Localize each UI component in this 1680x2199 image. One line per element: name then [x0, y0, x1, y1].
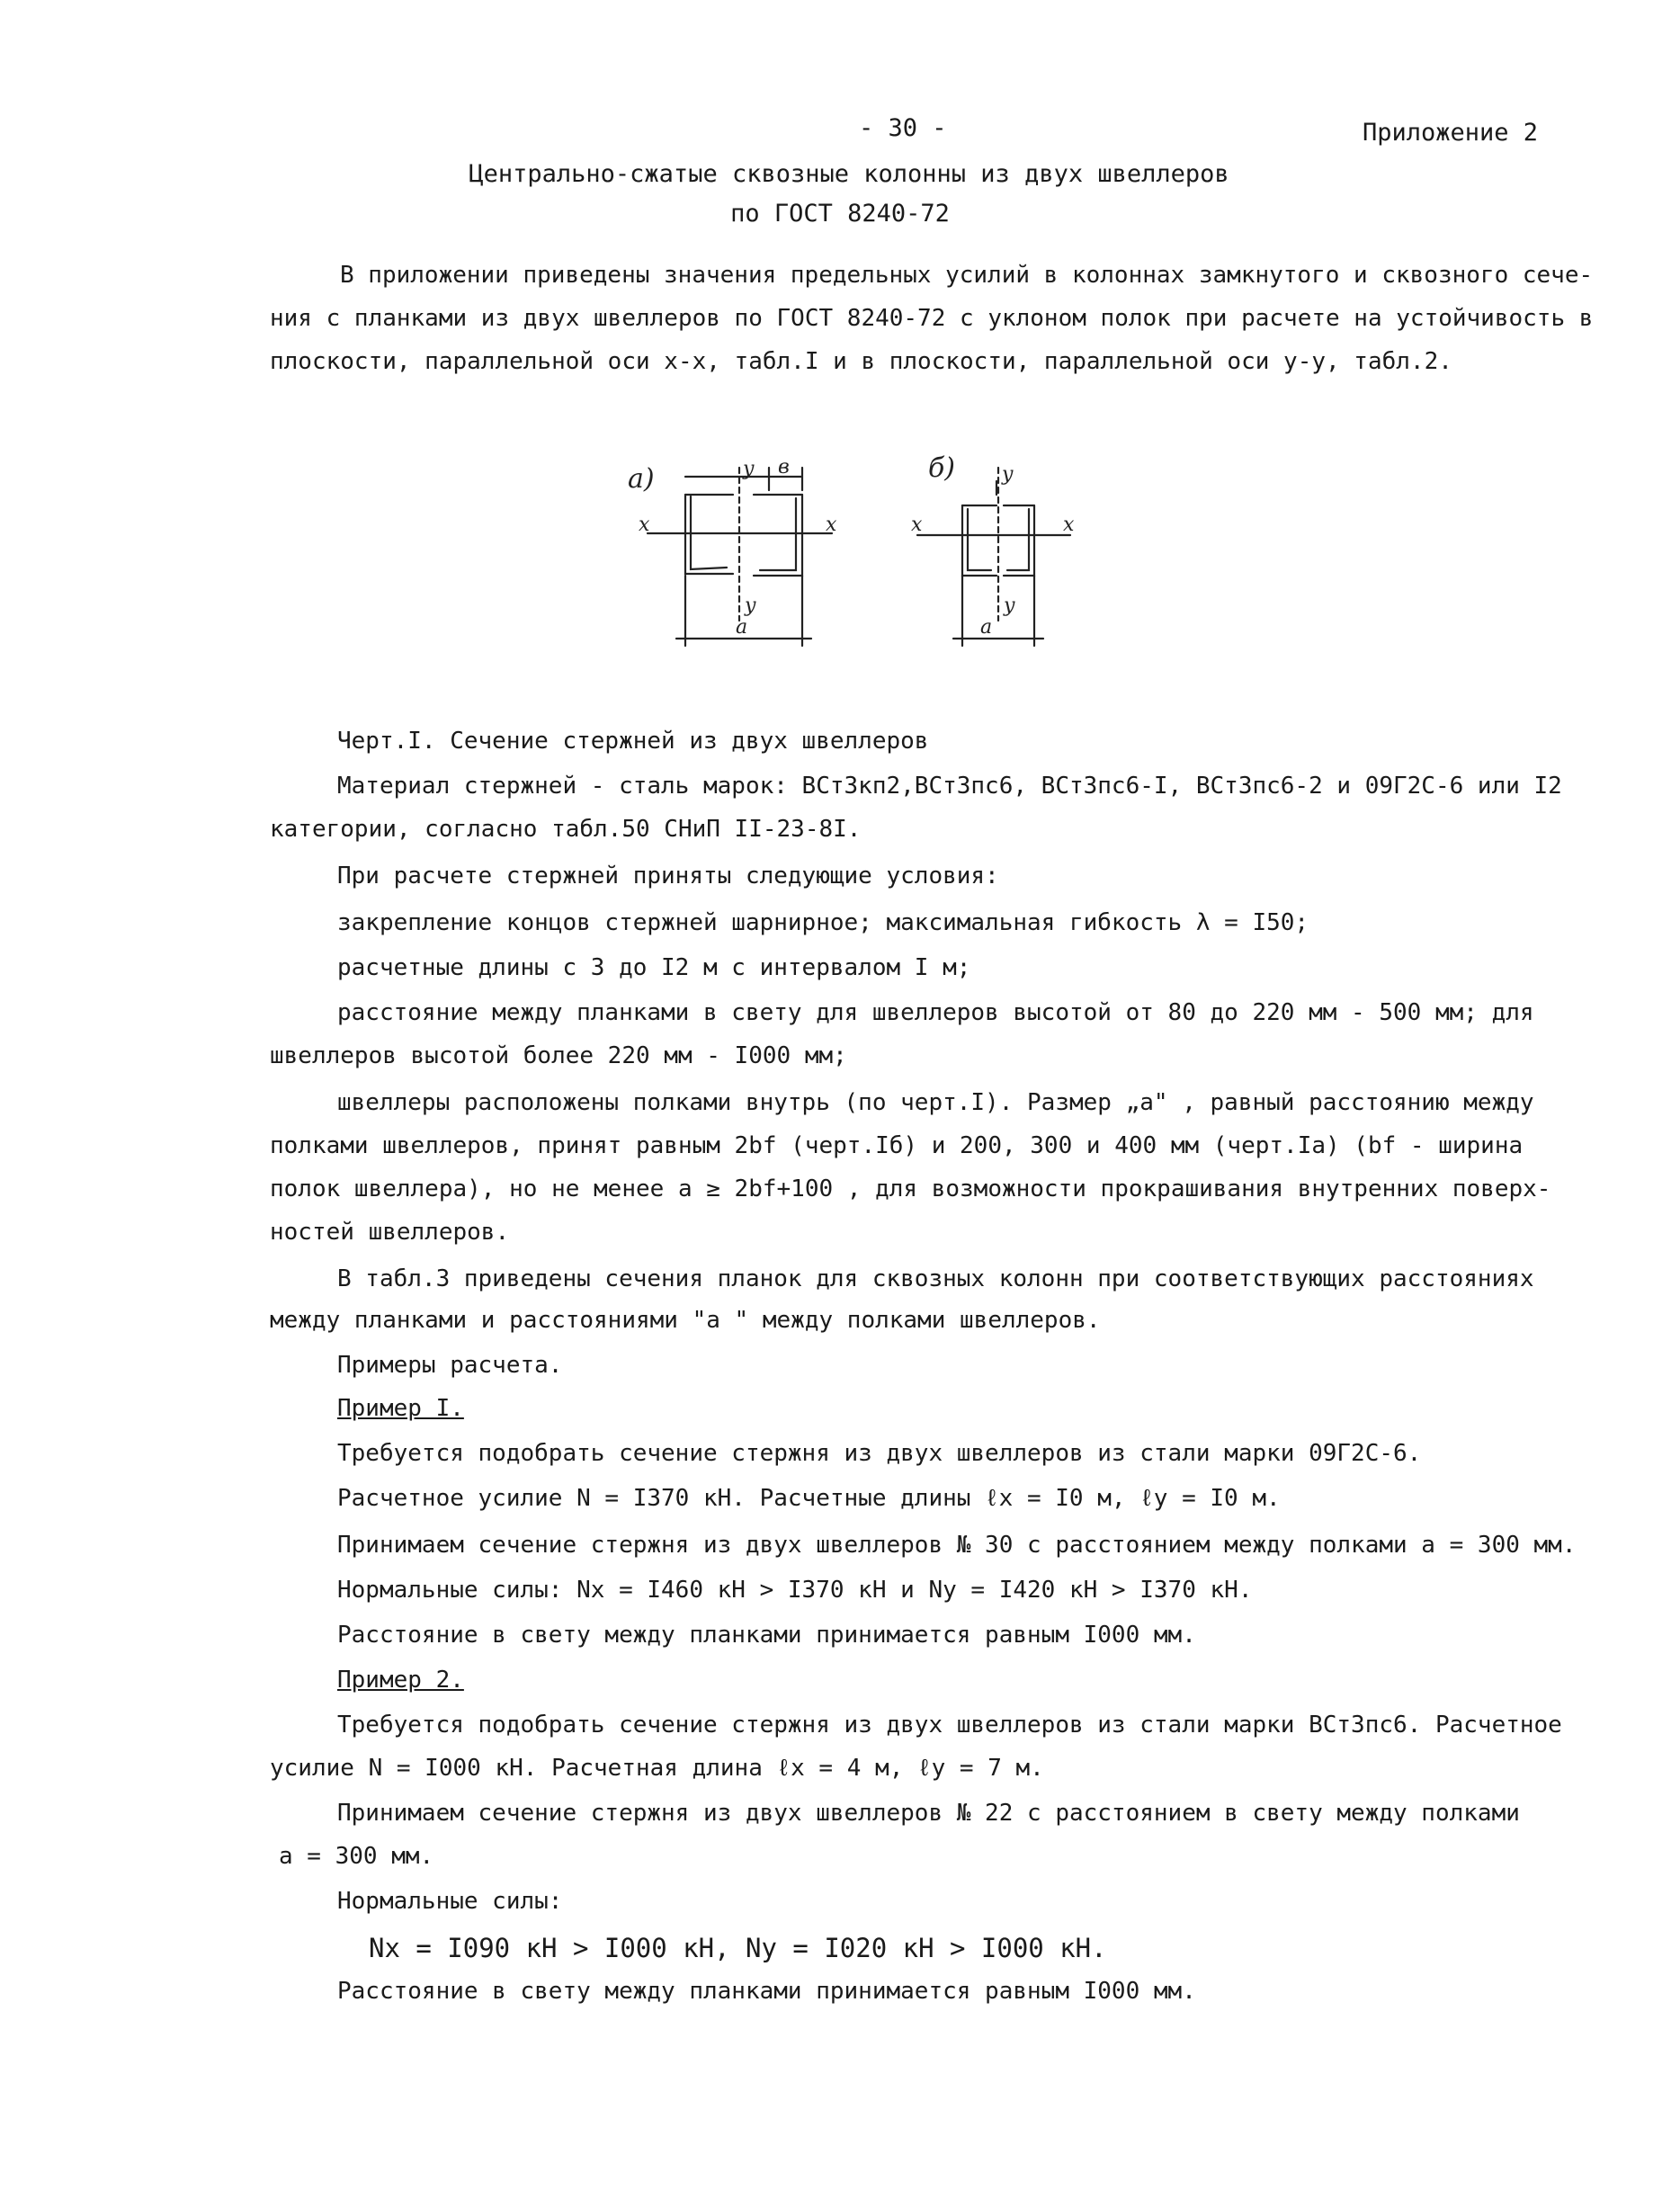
- axis-x-left-a: x: [639, 514, 650, 536]
- example-1-line-2: Расчетное усилие N = I370 кН. Расчетные длины ℓx = I0 м, ℓy = I0 м.: [337, 1485, 1281, 1512]
- document-title: [0, 155, 1680, 234]
- condition-4b: полками швеллеров, принят равным 2bf (черт.Iб) и 200, 300 и 400 мм (черт.Iа) (bf - ширина: [270, 1132, 1524, 1159]
- example-1-line-5: Расстояние в свету между планками принимается равным I000 мм.: [337, 1622, 1196, 1649]
- table3-line-2: между планками и расстояниями "а " между полками швеллеров.: [270, 1307, 1101, 1334]
- example-2-line-2: усилие N = I000 кН. Расчетная длина ℓx = 4 м, ℓy = 7 м.: [270, 1755, 1044, 1782]
- condition-1: закрепление концов стержней шарнирное; максимальная гибкость λ = I50;: [337, 909, 1309, 936]
- conditions-heading: При расчете стержней приняты следующие условия:: [337, 863, 999, 889]
- axis-y-bottom-a: y: [745, 594, 756, 617]
- condition-3a: расстояние между планками в свету для швеллеров высотой от 80 до 220 мм - 500 мм; для: [337, 999, 1534, 1026]
- example-2-heading: Пример 2.: [337, 1667, 464, 1694]
- axis-y-top-b: y: [1002, 463, 1014, 486]
- examples-heading: Примеры расчета.: [337, 1352, 563, 1379]
- example-2-line-6: Nx = I090 кН > I000 кН, Ny = I020 кН > I000 кН.: [369, 1933, 1107, 1963]
- example-2-line-3: Принимаем сечение стержня из двух швеллеров № 22 с расстоянием в свету между полками: [337, 1800, 1520, 1827]
- dim-a-b: а: [980, 616, 993, 639]
- condition-4c: полок швеллера), но не менее а ≥ 2bf+100 , для возможности прокрашивания внутренних поверх-: [270, 1175, 1551, 1202]
- example-1-line-4: Нормальные силы: Nx = I460 кН > I370 кН и Ny = I420 кН > I370 кН.: [337, 1577, 1253, 1604]
- label-a: а): [628, 463, 655, 495]
- condition-4d: ностей швеллеров.: [270, 1219, 510, 1246]
- label-b: б): [928, 452, 956, 484]
- material-line-1: Материал стержней - сталь марок: ВСт3кп2,ВСт3пс6, ВСт3пс6-I, ВСт3пс6-2 и 09Г2С-6 или I2: [337, 773, 1562, 800]
- condition-4a: швеллеры расположены полками внутрь (по черт.I). Размер „а" , равный расстоянию между: [337, 1089, 1534, 1116]
- dim-b-a: в: [778, 456, 790, 478]
- axis-y-bottom-b: y: [1004, 594, 1015, 617]
- intro-line-2: ния с планками из двух швеллеров по ГОСТ 8240-72 с уклоном полок при расчете на устойчивость в: [270, 305, 1594, 332]
- example-2-line-7: Расстояние в свету между планками принимается равным I000 мм.: [337, 1978, 1196, 2005]
- example-1-line-3: Принимаем сечение стержня из двух швеллеров № 30 с расстоянием между полками а = 300 мм.: [337, 1532, 1577, 1559]
- cross-section-figure: [612, 441, 1115, 657]
- example-2-line-5: Нормальные силы:: [337, 1888, 563, 1915]
- intro-line-1: В приложении приведены значения предельных усилий в колоннах замкнутого и сквозного сече-: [340, 262, 1594, 289]
- title-line-1: Центрально-сжатые сквозные колонны из двух швеллеров: [469, 160, 1229, 188]
- axis-x-right-b: x: [1063, 514, 1075, 536]
- example-2-line-4: а = 300 мм.: [279, 1843, 434, 1870]
- condition-2: расчетные длины с 3 до I2 м с интервалом I м;: [337, 954, 971, 981]
- figure-caption: Черт.I. Сечение стержней из двух швеллеров: [337, 728, 929, 755]
- cross-section-drawing: [612, 441, 1115, 657]
- section-b: [917, 468, 1070, 646]
- example-1-line-1: Требуется подобрать сечение стержня из двух швеллеров из стали марки 09Г2С-6.: [337, 1440, 1422, 1467]
- example-1-heading: Пример I.: [337, 1395, 464, 1422]
- axis-x-left-b: x: [911, 514, 923, 536]
- dim-a-a: а: [736, 616, 748, 639]
- material-line-2: категории, согласно табл.50 СНиП II-23-8I.: [270, 816, 862, 843]
- axis-y-top-a: y: [743, 458, 755, 480]
- axis-x-right-a: x: [826, 514, 837, 536]
- intro-line-3: плоскости, параллельной оси x-x, табл.I и в плоскости, параллельной оси y-y, табл.2.: [270, 348, 1452, 375]
- appendix-label: Приложение 2: [1363, 119, 1539, 147]
- condition-3b: швеллеров высотой более 220 мм - I000 мм;: [270, 1042, 847, 1069]
- table3-line-1: В табл.3 приведены сечения планок для сквозных колонн при соответствующих расстояниях: [337, 1265, 1534, 1292]
- example-2-line-1: Требуется подобрать сечение стержня из двух швеллеров из стали марки ВСт3пс6. Расчетное: [337, 1712, 1562, 1739]
- page-number: - 30 -: [859, 114, 947, 142]
- title-line-2: по ГОСТ 8240-72: [730, 200, 950, 228]
